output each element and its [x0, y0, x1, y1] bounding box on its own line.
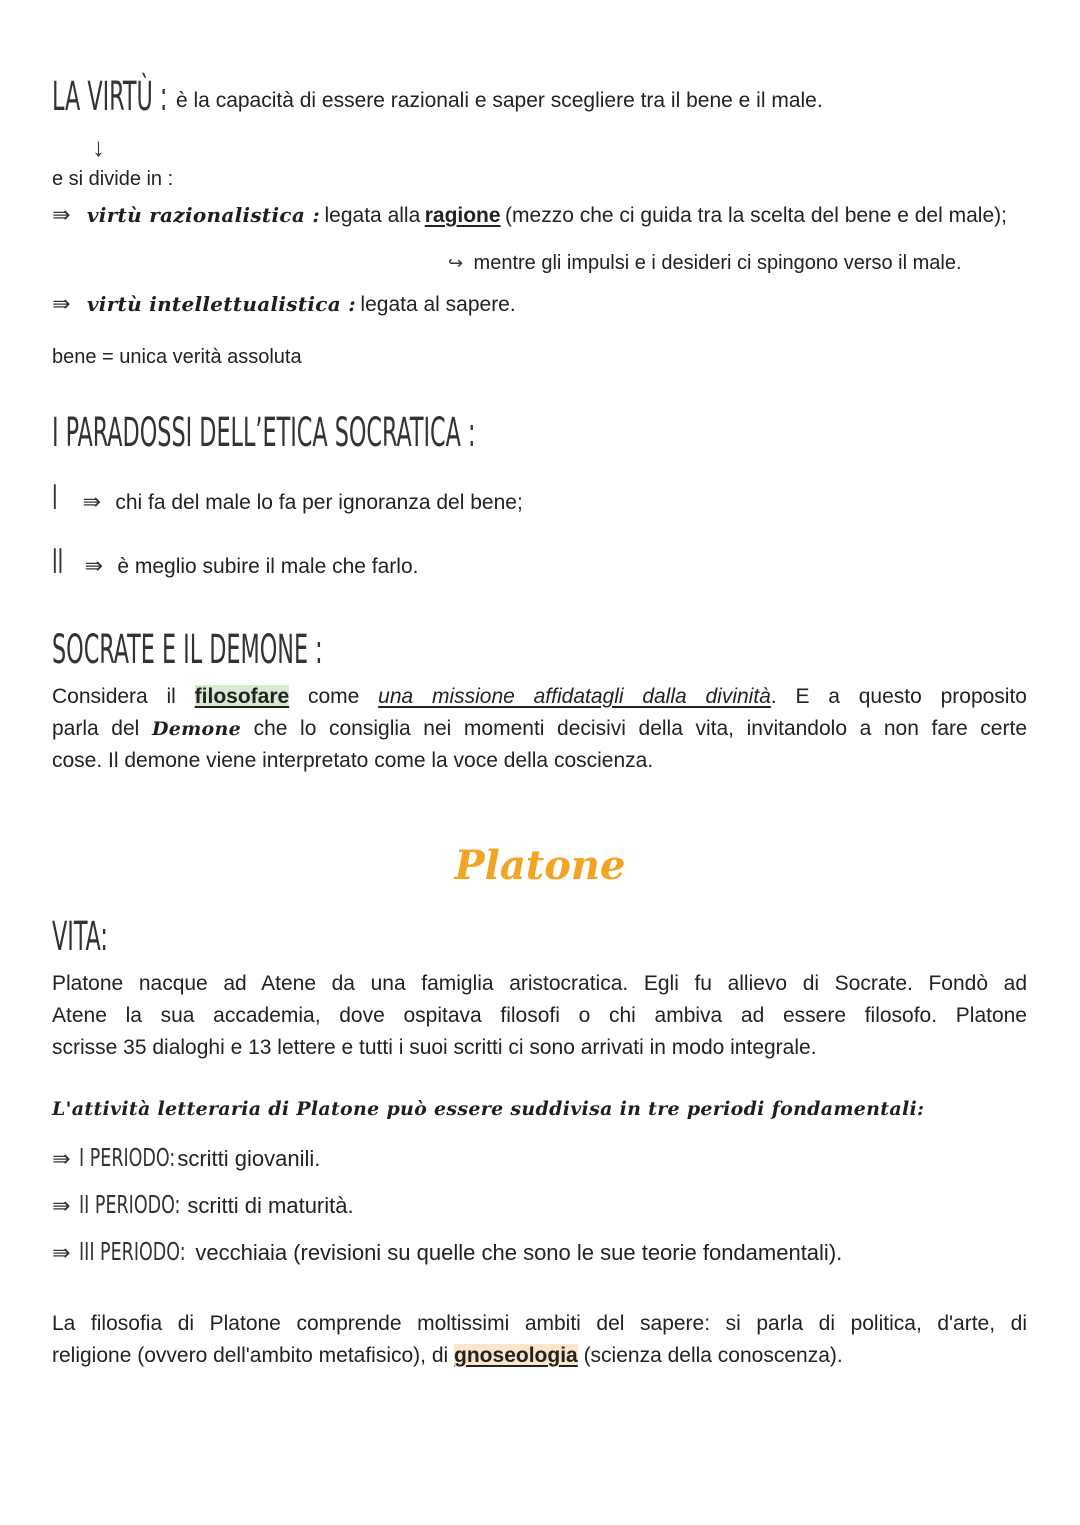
- rational-text-after: (mezzo che ci guida tra la scelta del bene e del male);: [505, 204, 1007, 227]
- period-2-label: II PERIODO:: [78, 1190, 181, 1219]
- period-2-text: scritti di maturità.: [187, 1193, 354, 1218]
- demon-text: Considera il: [52, 685, 176, 708]
- term-rational: virtù razionalistica :: [86, 203, 321, 227]
- philosophy-paragraph: [52, 1308, 1027, 1372]
- demon-paragraph: [52, 681, 1027, 777]
- vita-line: Platone nacque ad Atene da una famiglia aristocratica. Egli fu allievo di Socrate. Fondò ad: [52, 972, 1027, 995]
- keyword-gnoseologia: gnoseologia: [454, 1344, 578, 1367]
- down-arrow-icon: ↓: [92, 132, 105, 162]
- term-intellectual: virtù intellettualistica :: [86, 292, 356, 316]
- virtue-heading: LA VIRTÙ :: [52, 74, 168, 120]
- vita-line: scrisse 35 dialoghi e 13 lettere e tutti i suoi scritti ci sono arrivati in modo integrale.: [52, 1036, 817, 1059]
- numeral-ii: II: [52, 542, 64, 582]
- keyword-filosofare: filosofare: [194, 685, 290, 708]
- rational-subnote-text: mentre gli impulsi e i desideri ci spingono verso il male.: [473, 252, 962, 274]
- period-item-2: [52, 1190, 354, 1219]
- demon-text: che lo consiglia nei momenti decisivi della vita, invitandolo a non fare certe: [253, 717, 1027, 740]
- keyword-ragione: ragione: [424, 204, 501, 227]
- triple-arrow-icon: ⇛: [52, 1241, 71, 1266]
- numeral-i: I: [52, 478, 58, 518]
- period-1-text: scritti giovanili.: [177, 1146, 321, 1171]
- rational-text-before: legata alla: [324, 204, 421, 227]
- divides-label: e si divide in :: [52, 168, 174, 190]
- triple-arrow-icon: ⇛: [52, 1194, 71, 1219]
- period-item-1: [52, 1143, 320, 1172]
- paradox-2-text: è meglio subire il male che farlo.: [117, 555, 419, 578]
- philosophy-text: religione (ovvero dell'ambito metafisico), di: [52, 1344, 449, 1367]
- paradox-item-2: [52, 542, 418, 582]
- intellectual-text: legata al sapere.: [360, 293, 516, 316]
- triple-arrow-icon: ⇛: [82, 490, 101, 515]
- philosophy-text: (scienza della conoscenza).: [583, 1344, 843, 1367]
- demon-text: come: [307, 685, 360, 708]
- virtue-item-rational: [52, 203, 1007, 228]
- demon-text: parla del: [52, 717, 140, 740]
- philosophy-line-2: [52, 1340, 1027, 1372]
- demon-line-1: [52, 681, 1027, 713]
- virtue-note: bene = unica verità assoluta: [52, 346, 302, 368]
- period-3-label: III PERIODO:: [78, 1237, 186, 1266]
- period-3-text: vecchiaia (revisioni su quelle che sono le sue teorie fondamentali).: [195, 1240, 843, 1265]
- triple-arrow-icon: ⇛: [52, 1147, 71, 1172]
- virtue-definition: è la capacità di essere razionali e saper scegliere tra il bene e il male.: [176, 89, 823, 112]
- triple-arrow-icon: ⇛: [84, 554, 103, 579]
- triple-arrow-icon: ⇛: [52, 292, 71, 317]
- platone-title: Platone: [454, 842, 626, 889]
- rational-subnote: [448, 252, 962, 275]
- triple-arrow-icon: ⇛: [52, 203, 71, 228]
- paradox-1-text: chi fa del male lo fa per ignoranza del bene;: [115, 491, 523, 514]
- paradox-item-1: [52, 478, 523, 518]
- demon-line-2: [52, 713, 1027, 745]
- vita-paragraph: [52, 968, 1027, 1064]
- demon-line-3: cose. Il demone viene interpretato come la voce della coscienza.: [52, 749, 654, 772]
- demon-heading: SOCRATE E IL DEMONE :: [52, 627, 323, 673]
- vita-heading: VITA:: [52, 914, 108, 960]
- period-item-3: [52, 1237, 842, 1266]
- mission-phrase: una missione affidatagli dalla divinità: [378, 685, 771, 708]
- hook-arrow-icon: ↪: [448, 253, 464, 273]
- paradoxes-heading: I PARADOSSI DELL’ETICA SOCRATICA :: [52, 410, 476, 456]
- philosophy-line-1: La filosofia di Platone comprende moltissimi ambiti del sapere: si parla di politica, d'arte, di: [52, 1312, 1027, 1335]
- term-demone: Demone: [151, 718, 241, 740]
- virtue-item-intellectual: [52, 292, 516, 317]
- periods-intro: L'attività letteraria di Platone può essere suddivisa in tre periodi fondamentali:: [52, 1098, 925, 1120]
- period-1-label: I PERIODO:: [78, 1143, 176, 1172]
- demon-text: . E a questo proposito: [770, 685, 1027, 708]
- vita-line: Atene la sua accademia, dove ospitava filosofi o chi ambiva ad essere filosofo. Platone: [52, 1004, 1027, 1027]
